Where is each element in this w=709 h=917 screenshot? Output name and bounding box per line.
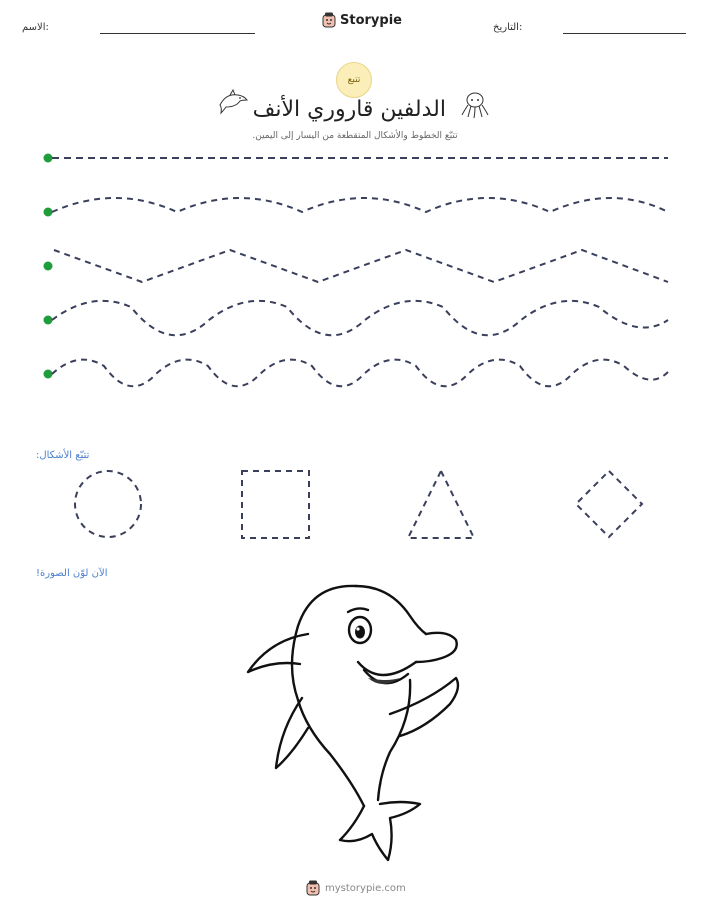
- date-label: التاريخ:: [493, 22, 523, 33]
- name-label: الاسم:: [22, 22, 49, 33]
- trace-line-wave[interactable]: [44, 301, 669, 335]
- brand-logo: [322, 12, 402, 28]
- dolphin-icon: [218, 89, 248, 115]
- tracing-lines-area: [0, 140, 709, 410]
- name-line[interactable]: [100, 33, 255, 34]
- start-dot: [44, 316, 53, 325]
- page-title: الدلفين قاروري الأنف: [252, 97, 446, 122]
- trace-diamond[interactable]: [576, 471, 642, 537]
- trace-badge: تتبع: [336, 62, 372, 98]
- brand-name: Storypie: [340, 12, 402, 28]
- storypie-mascot-icon: [322, 12, 336, 28]
- trace-line-gentle-wave[interactable]: [44, 198, 669, 217]
- shapes-heading: تتبّع الأشكال:: [36, 450, 90, 461]
- trace-line-zigzag[interactable]: [44, 250, 669, 282]
- footer-brand: [306, 880, 406, 896]
- coloring-heading: الآن لوّن الصورة!: [36, 568, 108, 579]
- octopus-icon: [460, 91, 490, 119]
- start-dot: [44, 154, 53, 163]
- trace-line-tight-wave[interactable]: [44, 360, 669, 387]
- instructions-text: تتبّع الخطوط والأشكال المتقطعة من اليسار إلى اليمين.: [252, 131, 458, 141]
- tracing-shapes-area: [0, 465, 709, 545]
- storypie-mascot-icon: [306, 880, 320, 896]
- start-dot: [44, 262, 53, 271]
- dolphin-coloring-image[interactable]: [240, 578, 470, 863]
- date-line[interactable]: [563, 33, 686, 34]
- trace-circle[interactable]: [75, 471, 141, 537]
- trace-square[interactable]: [242, 471, 309, 538]
- trace-line-straight[interactable]: [44, 154, 669, 163]
- start-dot: [44, 370, 53, 379]
- trace-triangle[interactable]: [408, 471, 474, 538]
- start-dot: [44, 208, 53, 217]
- footer-site-link[interactable]: mystorypie.com: [325, 882, 406, 894]
